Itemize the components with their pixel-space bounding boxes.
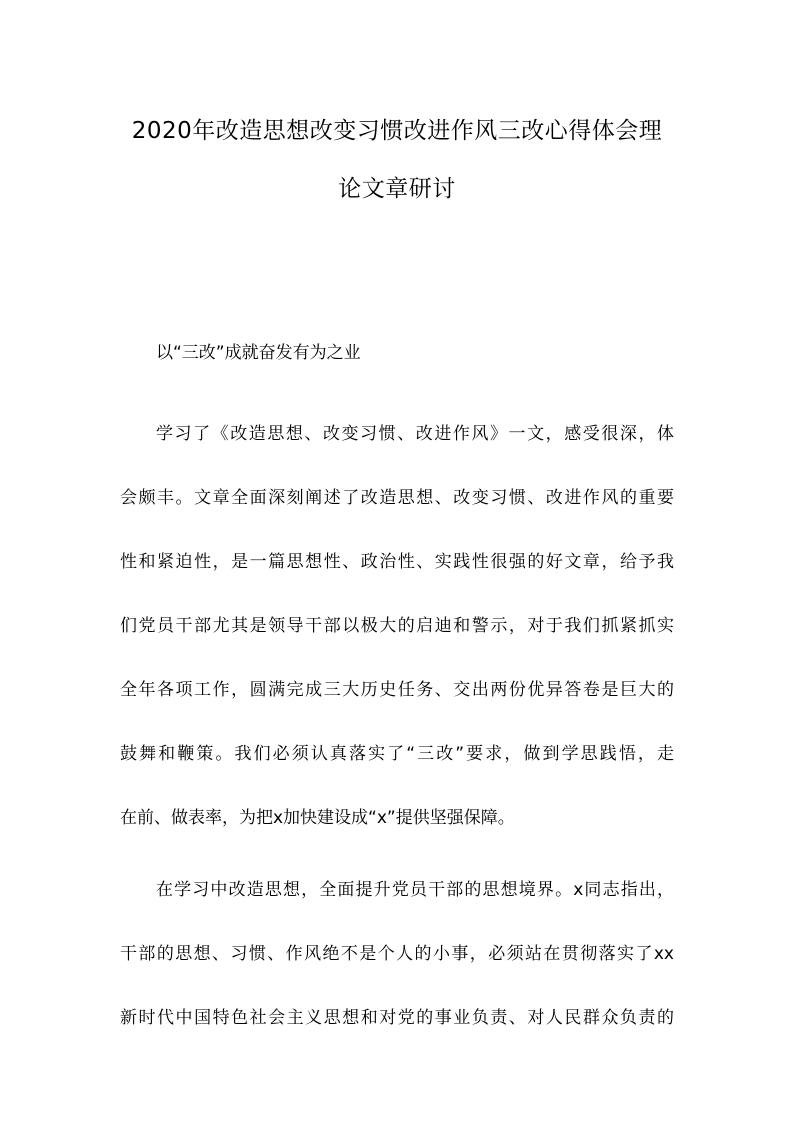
paragraph-2-line-3: 新时代中国特色社会主义思想和对党的事业负责、对人民群众负责的 — [120, 1008, 674, 1028]
paragraph-1-line-7: 在前、做表率，为把x加快建设成“x”提供坚强保障。 — [120, 808, 515, 828]
paragraph-1-line-2: 会颇丰。文章全面深刻阐述了改造思想、改变习惯、改进作风的重要 — [120, 488, 674, 508]
paragraph-2-line-2: 干部的思想、习惯、作风绝不是个人的小事，必须站在贯彻落实了xx — [120, 944, 674, 964]
paragraph-1-line-4: 们党员干部尤其是领导干部以极大的启迪和警示，对于我们抓紧抓实 — [120, 616, 674, 636]
document-title-line-1: 2020年改造思想改变习惯改进作风三改心得体会理 — [131, 118, 663, 144]
paragraph-1-line-6: 鼓舞和鞭策。我们必须认真落实了“三改”要求，做到学思践悟，走 — [120, 744, 674, 764]
document-title-line-2: 论文章研讨 — [338, 176, 456, 202]
paragraph-1-line-3: 性和紧迫性，是一篇思想性、政治性、实践性很强的好文章，给予我 — [120, 552, 674, 572]
paragraph-1-line-1: 学习了《改造思想、改变习惯、改进作风》一文，感受很深，体 — [156, 424, 674, 444]
section-subtitle: 以“三改”成就奋发有为之业 — [156, 343, 361, 363]
paragraph-1-line-5: 全年各项工作，圆满完成三大历史任务、交出两份优异答卷是巨大的 — [120, 680, 674, 700]
paragraph-2-line-1: 在学习中改造思想，全面提升党员干部的思想境界。x同志指出， — [156, 880, 674, 900]
